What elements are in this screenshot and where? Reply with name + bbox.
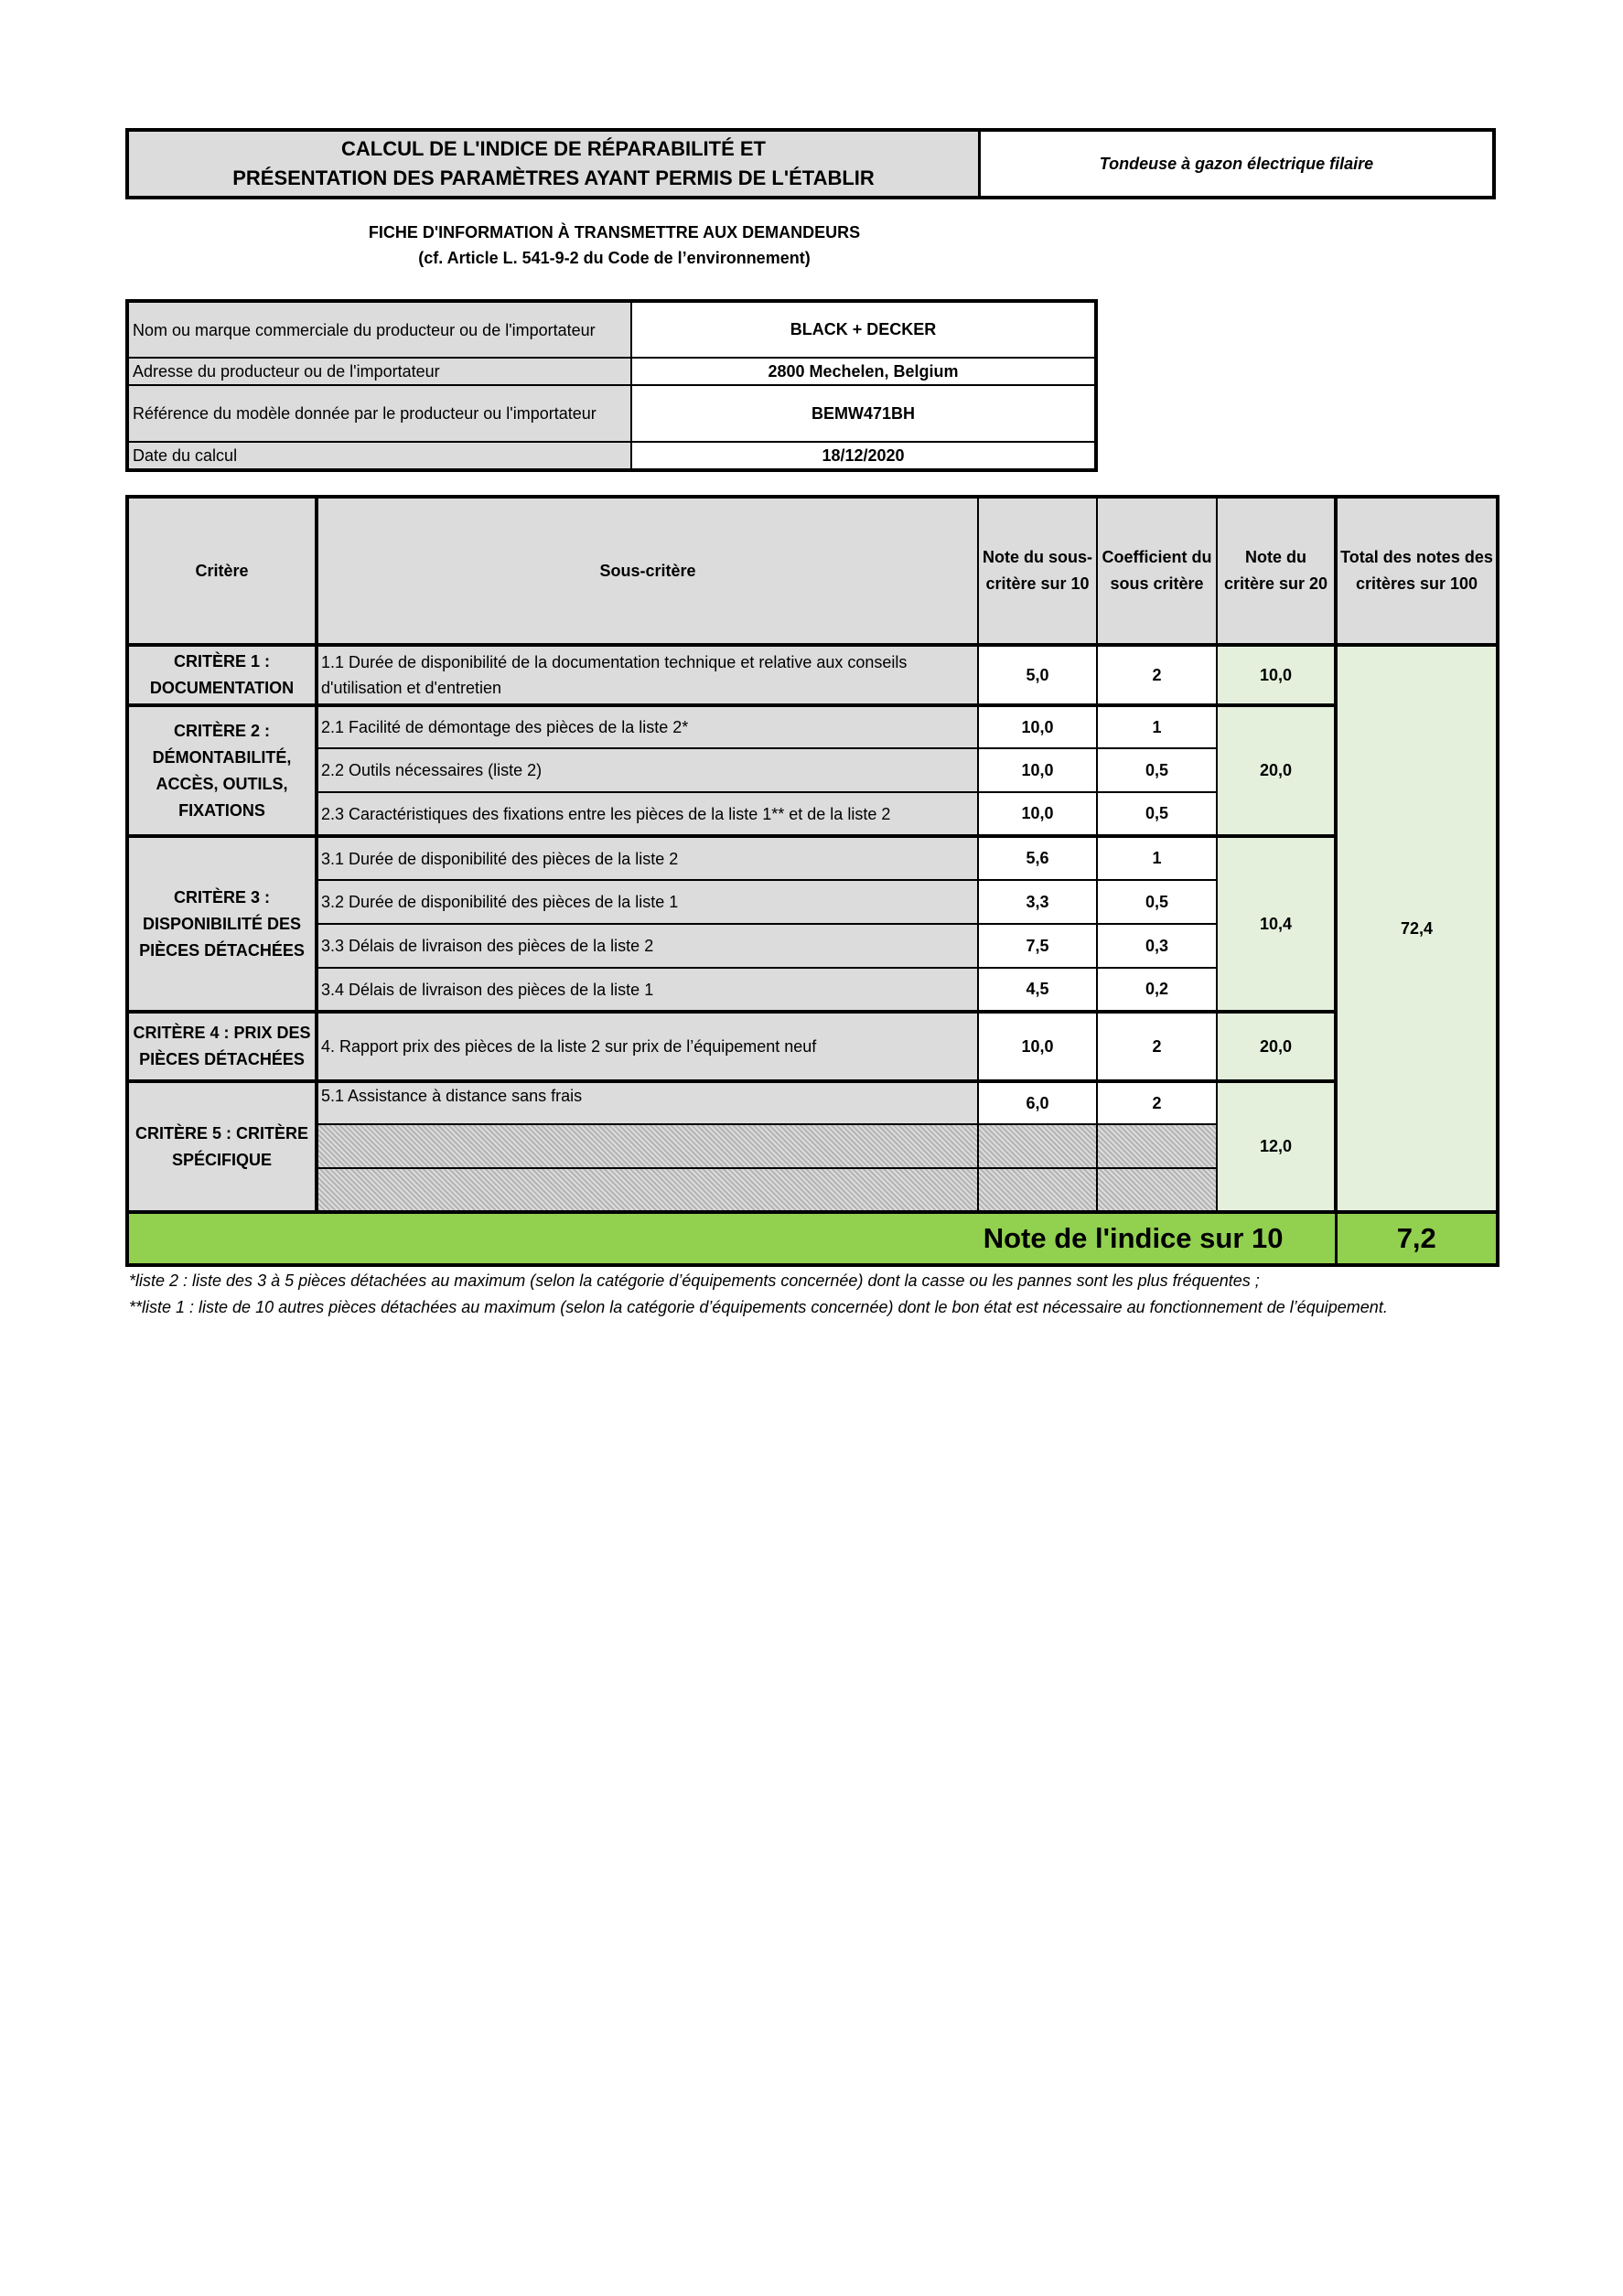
criterion-name: CRITÈRE 3 : DISPONIBILITÉ DES PIÈCES DÉTACHÉES <box>127 836 317 1012</box>
criterion-score: 12,0 <box>1217 1081 1336 1212</box>
info-value: BEMW471BH <box>631 385 1096 442</box>
repairability-score-table <box>125 495 1499 1267</box>
producer-info-table <box>125 299 1098 472</box>
footnote-liste-2: *liste 2 : liste des 3 à 5 pièces détachées au maximum (selon la catégorie d’équipements concernée) dont la casse ou les pannes sont les plus fréquentes ; <box>129 1271 1260 1290</box>
criterion-score: 20,0 <box>1217 705 1336 836</box>
footnotes <box>129 1268 1483 1321</box>
info-value: 2800 Mechelen, Belgium <box>631 358 1096 385</box>
sub-criterion-note: 3,3 <box>978 880 1097 924</box>
info-label: Date du calcul <box>127 442 631 470</box>
empty-cell <box>1097 1124 1217 1168</box>
header-note-sous-critere: Note du sous-critère sur 10 <box>978 497 1097 645</box>
sub-criterion-label: 5.1 Assistance à distance sans frais <box>317 1081 978 1124</box>
subheading-line-2: (cf. Article L. 541-9-2 du Code de l’environnement) <box>418 249 811 267</box>
sub-criterion-label: 2.1 Facilité de démontage des pièces de la liste 2* <box>317 705 978 748</box>
header-total: Total des notes des critères sur 100 <box>1336 497 1498 645</box>
header-coefficient: Coefficient du sous critère <box>1097 497 1217 645</box>
sub-criterion-coefficient: 2 <box>1097 1012 1217 1081</box>
empty-cell <box>1097 1168 1217 1212</box>
sub-criterion-note: 10,0 <box>978 705 1097 748</box>
criterion-name: CRITÈRE 5 : CRITÈRE SPÉCIFIQUE <box>127 1081 317 1212</box>
table-row <box>127 705 1498 748</box>
sub-criterion-coefficient: 2 <box>1097 1081 1217 1124</box>
sub-criterion-label: 3.4 Délais de livraison des pièces de la liste 1 <box>317 968 978 1012</box>
sub-criterion-note: 5,6 <box>978 836 1097 880</box>
header-title <box>129 132 981 196</box>
header-sous-critere: Sous-critère <box>317 497 978 645</box>
sub-criterion-note: 6,0 <box>978 1081 1097 1124</box>
info-value: BLACK + DECKER <box>631 301 1096 358</box>
info-row <box>127 385 1096 442</box>
sub-criterion-note: 4,5 <box>978 968 1097 1012</box>
empty-cell <box>978 1168 1097 1212</box>
sub-criterion-note: 10,0 <box>978 792 1097 836</box>
sub-criterion-label: 3.1 Durée de disponibilité des pièces de la liste 2 <box>317 836 978 880</box>
table-row <box>127 1012 1498 1081</box>
sub-criterion-label: 1.1 Durée de disponibilité de la documentation technique et relative aux conseils d'utilisation et d'entretien <box>317 645 978 705</box>
info-row <box>127 358 1096 385</box>
info-label: Référence du modèle donnée par le producteur ou l'importateur <box>127 385 631 442</box>
final-score-row <box>127 1212 1498 1265</box>
header-critere: Critère <box>127 497 317 645</box>
info-row <box>127 442 1096 470</box>
sub-criterion-label: 2.3 Caractéristiques des fixations entre les pièces de la liste 1** et de la liste 2 <box>317 792 978 836</box>
sub-criterion-coefficient: 2 <box>1097 645 1217 705</box>
sub-criterion-label: 2.2 Outils nécessaires (liste 2) <box>317 748 978 792</box>
subheading-line-1: FICHE D'INFORMATION À TRANSMETTRE AUX DEMANDEURS <box>368 223 861 241</box>
table-row <box>127 836 1498 880</box>
info-label: Adresse du producteur ou de l'importateur <box>127 358 631 385</box>
empty-cell <box>317 1168 978 1212</box>
info-row <box>127 301 1096 358</box>
product-type: Tondeuse à gazon électrique filaire <box>1099 154 1374 173</box>
final-score-value: 7,2 <box>1336 1212 1498 1265</box>
table-row <box>127 1081 1498 1124</box>
criterion-score: 20,0 <box>1217 1012 1336 1081</box>
subheading <box>125 220 1103 271</box>
sub-criterion-label: 3.3 Délais de livraison des pièces de la liste 2 <box>317 924 978 968</box>
sub-criterion-note: 10,0 <box>978 748 1097 792</box>
table-row <box>127 645 1498 705</box>
sub-criterion-coefficient: 1 <box>1097 705 1217 748</box>
sub-criterion-coefficient: 0,5 <box>1097 880 1217 924</box>
criterion-name: CRITÈRE 1 : DOCUMENTATION <box>127 645 317 705</box>
criterion-name: CRITÈRE 2 : DÉMONTABILITÉ, ACCÈS, OUTILS, FIXATIONS <box>127 705 317 836</box>
sub-criterion-coefficient: 0,5 <box>1097 748 1217 792</box>
footnote-liste-1: **liste 1 : liste de 10 autres pièces détachées au maximum (selon la catégorie d’équipements concernée) dont le bon état est nécessaire au fonctionnement de l’équipement. <box>129 1298 1388 1316</box>
info-label: Nom ou marque commerciale du producteur ou de l'importateur <box>127 301 631 358</box>
sub-criterion-label: 4. Rapport prix des pièces de la liste 2 sur prix de l’équipement neuf <box>317 1012 978 1081</box>
sub-criterion-coefficient: 1 <box>1097 836 1217 880</box>
sub-criterion-note: 5,0 <box>978 645 1097 705</box>
header-note-critere: Note du critère sur 20 <box>1217 497 1336 645</box>
title-line-2: PRÉSENTATION DES PARAMÈTRES AYANT PERMIS DE L'ÉTABLIR <box>232 166 875 189</box>
empty-cell <box>978 1124 1097 1168</box>
total-score: 72,4 <box>1336 645 1498 1212</box>
sub-criterion-label: 3.2 Durée de disponibilité des pièces de la liste 1 <box>317 880 978 924</box>
sub-criterion-note: 10,0 <box>978 1012 1097 1081</box>
table-header-row <box>127 497 1498 645</box>
criterion-score: 10,4 <box>1217 836 1336 1012</box>
sub-criterion-coefficient: 0,2 <box>1097 968 1217 1012</box>
document-header <box>125 128 1496 199</box>
criterion-name: CRITÈRE 4 : PRIX DES PIÈCES DÉTACHÉES <box>127 1012 317 1081</box>
empty-cell <box>317 1124 978 1168</box>
sub-criterion-coefficient: 0,3 <box>1097 924 1217 968</box>
title-line-1: CALCUL DE L'INDICE DE RÉPARABILITÉ ET <box>341 137 766 160</box>
sub-criterion-note: 7,5 <box>978 924 1097 968</box>
sub-criterion-coefficient: 0,5 <box>1097 792 1217 836</box>
info-value: 18/12/2020 <box>631 442 1096 470</box>
criterion-score: 10,0 <box>1217 645 1336 705</box>
final-score-label: Note de l'indice sur 10 <box>127 1212 1336 1265</box>
